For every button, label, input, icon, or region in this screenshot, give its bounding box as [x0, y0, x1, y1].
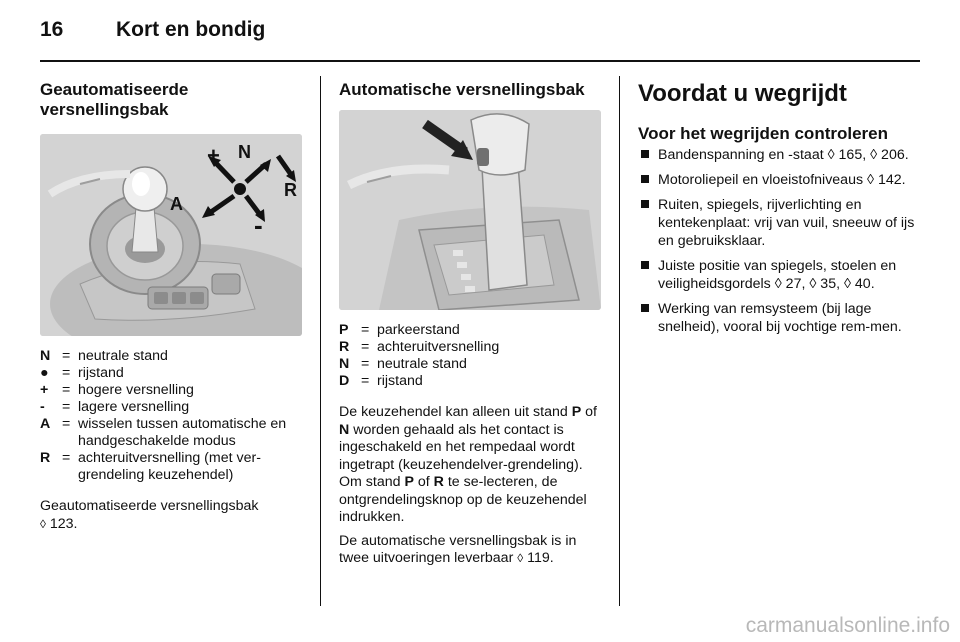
gear-selector-illustration: [40, 134, 302, 336]
text-run: te se-lecteren, de ontgrendelingsknop op de keuzehendel indrukken.: [339, 474, 587, 525]
text-run: worden gehaald als het contact is ingeschakeld en het rempedaal wordt ingetrapt (keuzehendelver-grendeling). Om stand: [339, 421, 583, 490]
column-divider-1: [320, 76, 321, 606]
page-title: Kort en bondig: [116, 18, 266, 41]
column-automated-gearbox: [40, 80, 304, 533]
page-reference-link[interactable]: 123.: [49, 515, 78, 532]
gear-legend: [40, 348, 304, 484]
column-automatic-gearbox: [339, 80, 605, 568]
square-bullet-icon: [641, 261, 649, 269]
text-run: De automatische versnellingsbak is in twee uitvoeringen leverbaar: [339, 532, 577, 566]
legend-eq: =: [62, 365, 71, 381]
legend-key: N: [339, 356, 350, 372]
list-item: [638, 146, 920, 164]
legend-value: hogere versnelling: [78, 382, 194, 398]
item-text: Werking van remsysteem (bij lage snelheid), vooral bij vochtige rem-men.: [658, 301, 902, 335]
legend-eq: =: [62, 416, 71, 432]
legend-key: -: [40, 399, 45, 415]
legend-key: +: [40, 382, 49, 398]
legend-row: [40, 348, 304, 365]
square-bullet-icon: [641, 200, 649, 208]
item-text: Bandenspanning en -staat: [658, 147, 828, 163]
section-heading: Voordat u wegrijdt: [638, 80, 847, 107]
list-item: [638, 300, 920, 336]
legend-value: achteruitversnelling: [377, 339, 500, 355]
list-item: [638, 257, 920, 293]
figure-label-minus: -: [254, 210, 263, 240]
figure-label-r: R: [284, 180, 297, 200]
legend-row: [40, 450, 304, 484]
square-bullet-icon: [641, 304, 649, 312]
page-reference-link[interactable]: 119.: [527, 550, 554, 566]
legend-eq: =: [361, 373, 370, 389]
header-rule: [40, 60, 920, 62]
legend-eq: =: [361, 356, 370, 372]
legend-key: N: [40, 348, 51, 364]
column-before-driving: [638, 80, 920, 343]
automatic-selector-illustration: [339, 110, 601, 310]
legend-eq: =: [62, 382, 71, 398]
gear-letter: P: [571, 404, 582, 420]
legend-row: [339, 356, 605, 373]
legend-value: neutrale stand: [78, 348, 168, 364]
checklist: [638, 146, 920, 336]
legend-key: ●: [40, 365, 49, 381]
text-run: of: [581, 404, 597, 420]
page-header: [40, 18, 920, 48]
square-bullet-icon: [641, 150, 649, 158]
section-heading: Geautomatiseerde versnellingsbak: [40, 80, 189, 119]
page-reference-link[interactable]: ◊ 165, ◊ 206.: [827, 147, 909, 163]
legend-key: R: [339, 339, 350, 355]
legend-value: rijstand: [78, 365, 124, 381]
cross-reference-note: [40, 498, 304, 533]
legend-row: [40, 382, 304, 399]
text-run: De keuzehendel kan alleen uit stand: [339, 404, 572, 420]
section-subheading: Voor het wegrijden controleren: [638, 124, 888, 143]
gear-legend: [339, 322, 605, 390]
page-number: 16: [40, 18, 64, 41]
versions-paragraph: [339, 533, 605, 568]
gear-letter: P: [404, 474, 414, 490]
watermark: carmanualsonline.info: [745, 614, 950, 637]
gear-letter: R: [433, 474, 444, 490]
item-text: Motoroliepeil en vloeistofniveaus: [658, 172, 867, 188]
legend-value: wisselen tussen automatische en handgeschakelde modus: [78, 416, 287, 449]
legend-row: [40, 365, 304, 382]
legend-eq: =: [62, 450, 71, 466]
figure-label-n: N: [238, 142, 251, 162]
legend-value: neutrale stand: [377, 356, 467, 372]
list-item: [638, 196, 920, 250]
column-divider-2: [619, 76, 620, 606]
legend-value: parkeerstand: [377, 322, 460, 338]
section-heading: Automatische versnellingsbak: [339, 80, 585, 99]
legend-key: P: [339, 322, 349, 338]
legend-row: [40, 399, 304, 416]
square-bullet-icon: [641, 175, 649, 183]
legend-row: [339, 322, 605, 339]
note-text: Geautomatiseerde versnellingsbak: [40, 498, 259, 514]
legend-row: [40, 416, 304, 450]
automatic-selector-figure: [339, 110, 601, 310]
legend-key: A: [40, 416, 51, 432]
item-text: Juiste positie van spiegels, stoelen en veiligheidsgordels: [658, 258, 897, 292]
legend-value: achteruitversnelling (met ver-grendeling keuzehendel): [78, 450, 261, 483]
legend-row: [339, 373, 605, 390]
page-reference-link[interactable]: ◊ 27, ◊ 35, ◊ 40.: [774, 276, 875, 292]
reference-arrow-icon: ◊: [40, 516, 46, 531]
legend-value: lagere versnelling: [78, 399, 190, 415]
figure-label-a: A: [170, 194, 183, 214]
legend-key: D: [339, 373, 350, 389]
page-reference-link[interactable]: ◊ 142.: [867, 172, 906, 188]
legend-eq: =: [361, 322, 370, 338]
selector-lock-paragraph: [339, 404, 605, 527]
legend-eq: =: [62, 348, 71, 364]
gear-selector-figure: [40, 134, 302, 336]
item-text: Ruiten, spiegels, rijverlichting en kentekenplaat: vrij van vuil, sneeuw of ijs en gebruiksklaar.: [658, 197, 915, 249]
legend-row: [339, 339, 605, 356]
legend-key: R: [40, 450, 51, 466]
text-run: of: [413, 474, 434, 490]
reference-arrow-icon: ◊: [517, 551, 524, 565]
legend-eq: =: [361, 339, 370, 355]
figure-label-plus: +: [207, 143, 220, 168]
gear-letter: N: [339, 421, 350, 438]
legend-value: rijstand: [377, 373, 423, 389]
legend-eq: =: [62, 399, 71, 415]
list-item: [638, 171, 920, 189]
